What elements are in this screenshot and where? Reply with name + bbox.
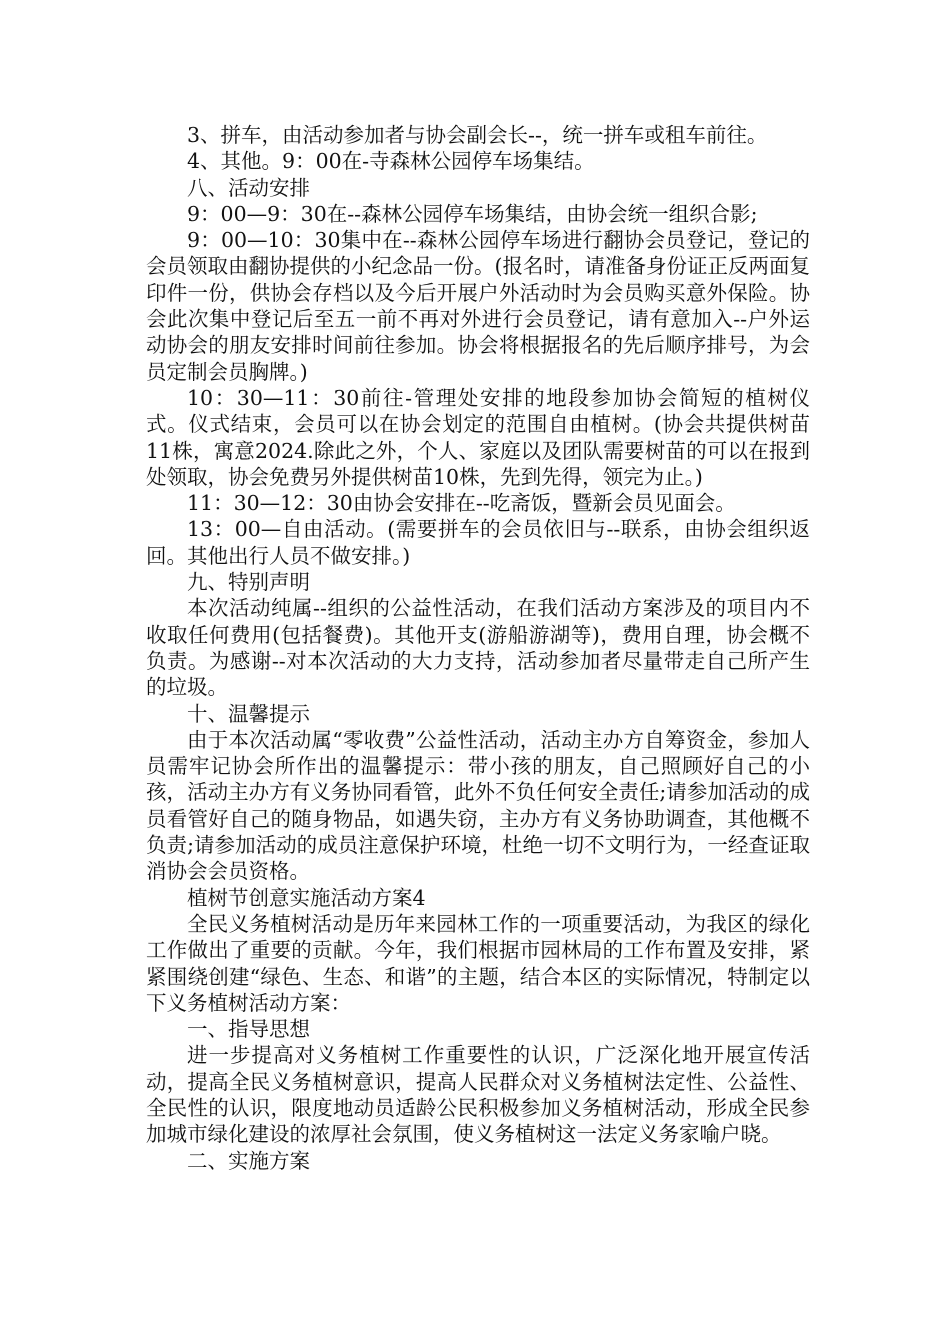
heading-plan-4: 植树节创意实施活动方案4 — [187, 885, 426, 910]
paragraph-plan-intro: 全民义务植树活动是历年来园林工作的一项重要活动，为我区的绿化工作做出了重要的贡献。今年，我们根据市园林局的工作布置及安排，紧紧围绕创建“绿色、生态、和谐”的主题，结合本区的实际情况，特制定以下义务植树活动方案： — [146, 911, 810, 1015]
heading-reminder: 十、温馨提示 — [187, 701, 310, 726]
paragraph-reminder: 由于本次活动属“零收费”公益性活动，活动主办方自筹资金，参加人员需牢记协会所作出的温馨提示：带小孩的朋友，自己照顾好自己的小孩，活动主办方有义务协同看管，此外不负任何安全责任;请参加活动的成员看管好自己的随身物品，如遇失窃，主办方有义务协助调查，其他概不负责;请参加活动的成员注意保护环境，杜绝一切不文明行为，一经查证取消协会会员资格。 — [146, 727, 810, 884]
paragraph-carpool: 3、拼车，由活动参加者与协会副会长--，统一拼车或租车前往。 — [187, 123, 768, 147]
heading-special-statement: 九、特别声明 — [187, 570, 310, 595]
paragraph-special-statement: 本次活动纯属--组织的公益性活动，在我们活动方案涉及的项目内不收取任何费用(包括餐费)。其他开支(游船游湖等)，费用自理，协会概不负责。为感谢--对本次活动的大力支持，活动参加者尽量带走自己所产生的垃圾。 — [146, 596, 810, 700]
document-body — [146, 122, 810, 1174]
paragraph-schedule-gather: 9：00—9：30在--森林公园停车场集结，由协会统一组织合影; — [187, 201, 758, 226]
paragraph-schedule-register: 9：00—10：30集中在--森林公园停车场进行翻协会员登记，登记的会员领取由翻协提供的小纪念品一份。(报名时，请准备身份证正反两面复印件一份，供协会存档以及今后开展户外活动时为会员购买意外保险。协会此次集中登记后至五一前不再对外进行会员登记，请有意加入--户外运动协会的朋友安排时间前往参加。协会将根据报名的先后顺序排号，为会员定制会员胸牌。) — [146, 228, 810, 384]
paragraph-schedule-planting: 10：30—11：30前往-管理处安排的地段参加协会简短的植树仪式。仪式结束，会员可以在协会划定的范围自由植树。(协会共提供树苗11株，寓意2024.除此之外，个人、家庭以及团队需要树苗的可以在报到处领取，协会免费另外提供树苗10株，先到先得，领完为止。) — [146, 385, 810, 489]
paragraph-schedule-lunch: 11：30—12：30由协会安排在--吃斋饭，暨新会员见面会。 — [187, 491, 736, 516]
paragraph-guiding-ideology: 进一步提高对义务植树工作重要性的认识，广泛深化地开展宣传活动，提高全民义务植树意识，提高人民群众对义务植树法定性、公益性、全民性的认识，限度地动员适龄公民积极参加义务植树活动，形成全民参加城市绿化建设的浓厚社会氛围，使义务植树这一法定义务家喻户晓。 — [146, 1043, 810, 1147]
heading-activity-schedule: 八、活动安排 — [187, 175, 310, 200]
paragraph-other: 4、其他。9：00在-寺森林公园停车场集结。 — [187, 149, 595, 174]
paragraph-schedule-free: 13：00—自由活动。(需要拼车的会员依旧与--联系，由协会组织返回。其他出行人员不做安排。) — [146, 517, 810, 568]
heading-guiding-ideology: 一、指导思想 — [187, 1017, 310, 1042]
heading-implementation-plan: 二、实施方案 — [187, 1148, 310, 1173]
